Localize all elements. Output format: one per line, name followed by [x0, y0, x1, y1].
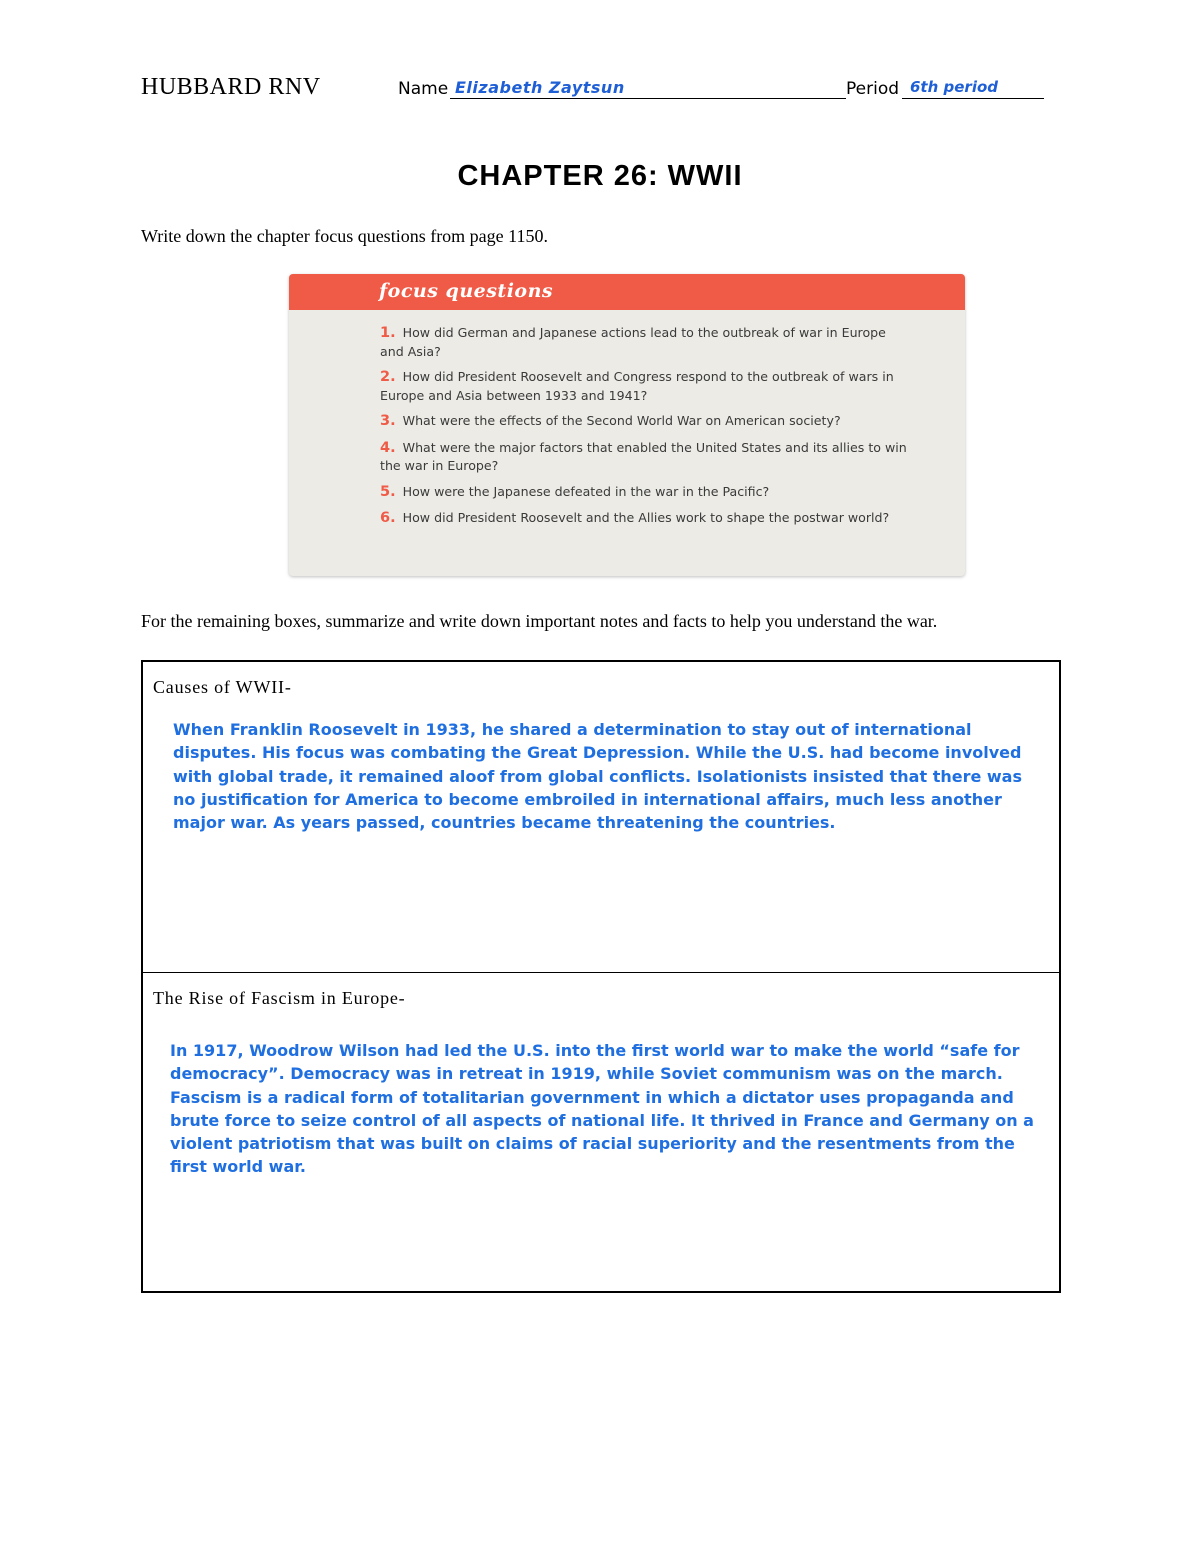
focus-instructions: Write down the chapter focus questions from page 1150. [141, 226, 548, 246]
focus-questions-panel [289, 274, 965, 576]
question-text: How did President Roosevelt and the Allies work to shape the postwar world? [402, 510, 890, 525]
focus-question [380, 324, 910, 360]
question-number: 5. [380, 483, 396, 500]
course-title: HUBBARD RNV [141, 74, 321, 100]
focus-question [380, 368, 910, 404]
period-label: Period [846, 79, 900, 99]
period-underline [902, 98, 1044, 99]
fascism-label: The Rise of Fascism in Europe- [153, 988, 406, 1008]
notes-instructions: For the remaining boxes, summarize and write down important notes and facts to help you understand the war. [141, 611, 938, 631]
question-number: 1. [380, 325, 396, 341]
question-number: 4. [380, 439, 396, 456]
question-text: How were the Japanese defeated in the war in the Pacific? [402, 483, 770, 499]
page-title: CHAPTER 26: WWII [457, 160, 743, 192]
fascism-notes[interactable]: In 1917, Woodrow Wilson had led the U.S. into the first world war to make the world “safe for democracy”. Democracy was in retreat in 1919, while Soviet communism was on the march. Fascism is a radical form of totalitarian government in which a dictator uses propaganda and brute force to seize control of all aspects of national life. It thrived in France and Germany on a violent patriotism that was built on claims of racial superiority and the resentments from the first world war. [170, 1041, 1034, 1177]
focus-questions-header [289, 274, 965, 310]
focus-question [380, 509, 910, 528]
name-label: Name [398, 79, 449, 99]
causes-notes[interactable]: When Franklin Roosevelt in 1933, he shared a determination to stay out of international disputes. His focus was combating the Great Depression. While the U.S. had become involved with global trade, it remained aloof from global conflicts. Isolationists insisted that there was no justification for America to become embroiled in international affairs, much less another major war. As years passed, countries became threatening the countries. [173, 720, 1022, 833]
focus-question [380, 412, 910, 431]
focus-question [380, 483, 910, 502]
name-value[interactable]: Elizabeth Zaytsun [455, 78, 625, 97]
question-text: How did German and Japanese actions lead to the outbreak of war in Europe and Asia? [380, 325, 886, 359]
causes-box[interactable] [143, 662, 1059, 973]
period-value[interactable]: 6th period [910, 78, 999, 96]
fascism-box[interactable] [143, 973, 1059, 1291]
focus-questions-heading: focus questions [379, 280, 554, 302]
question-text: What were the major factors that enabled the United States and its allies to win the war in Europe? [380, 439, 907, 473]
question-number: 2. [380, 369, 396, 385]
question-text: How did President Roosevelt and Congress respond to the outbreak of wars in Europe and Asia between 1933 and 1941? [380, 369, 894, 403]
question-number: 6. [380, 510, 396, 526]
focus-question [380, 439, 910, 475]
focus-questions-list [380, 324, 910, 536]
name-underline [450, 98, 846, 99]
causes-label: Causes of WWII- [153, 677, 292, 697]
notes-table [141, 660, 1061, 1293]
question-text: What were the effects of the Second World War on American society? [402, 413, 841, 428]
question-number: 3. [380, 413, 396, 429]
